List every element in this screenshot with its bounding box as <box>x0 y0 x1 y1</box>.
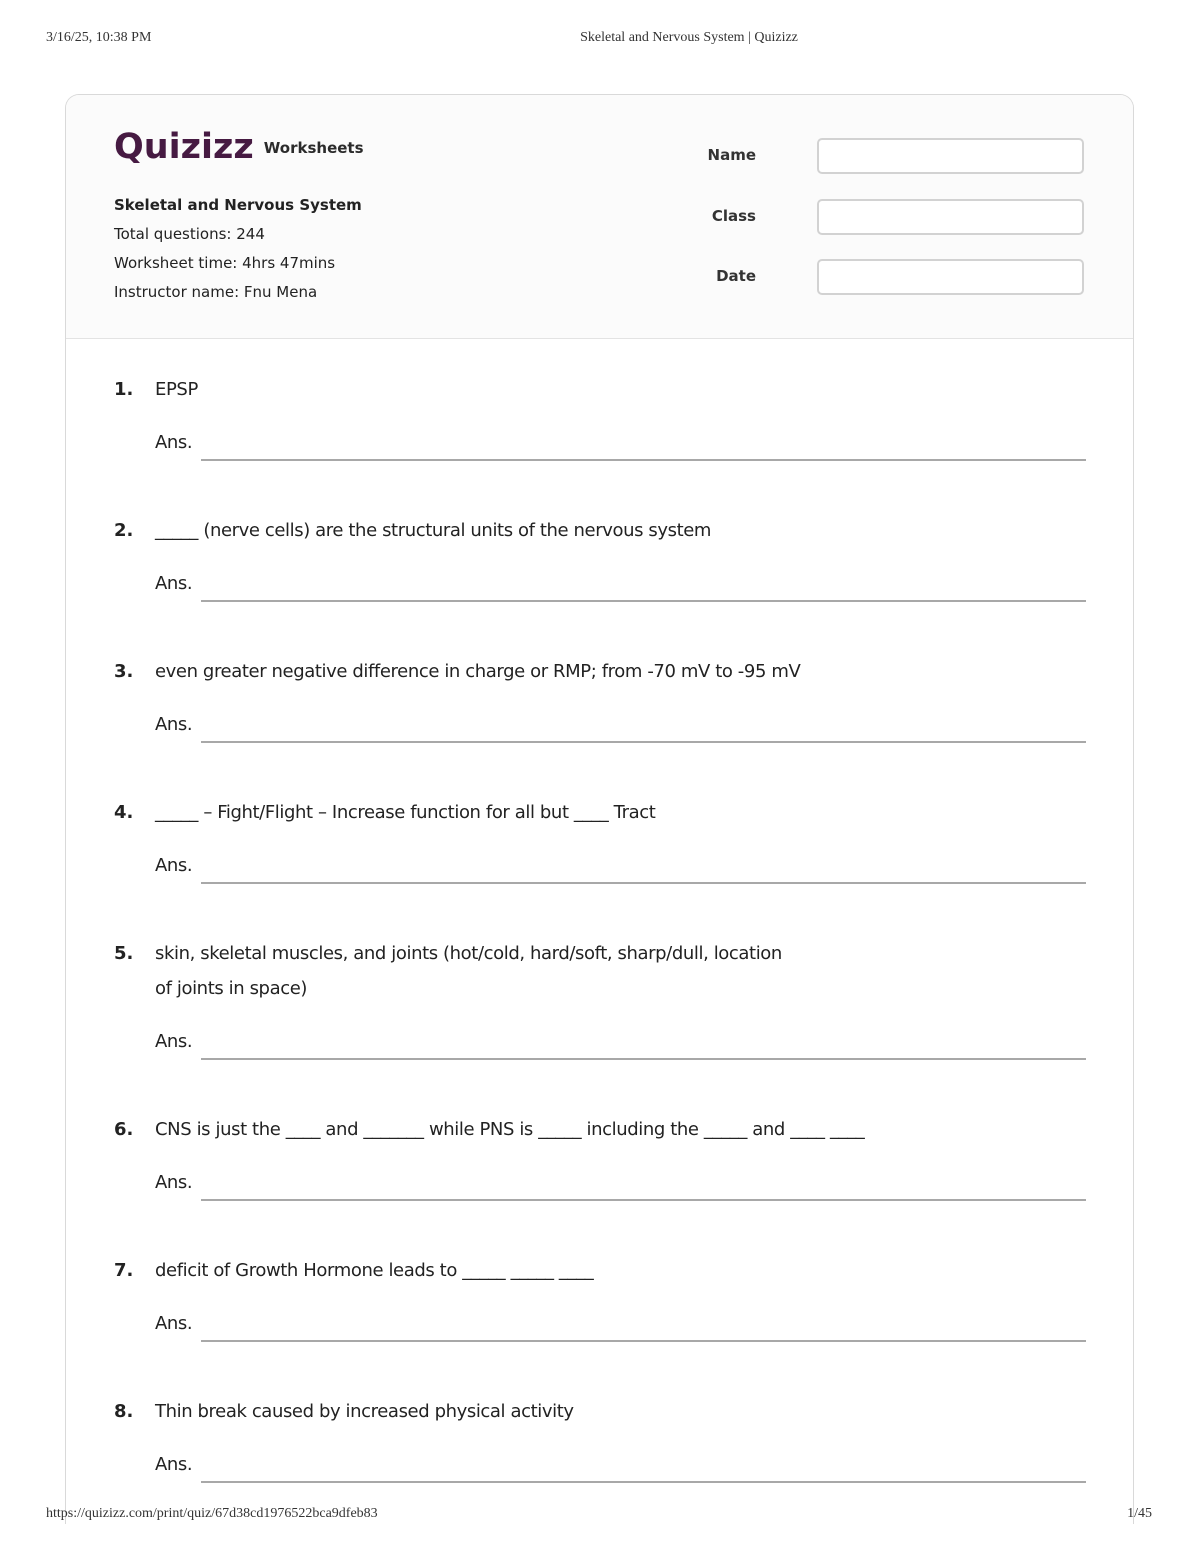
date-field-row <box>716 259 1086 295</box>
name-label: Name <box>707 146 756 164</box>
question-number: 2. <box>114 520 134 541</box>
question-number: 1. <box>114 379 134 400</box>
question-number: 7. <box>114 1260 134 1281</box>
date-label: Date <box>716 267 756 285</box>
question-number: 6. <box>114 1119 134 1140</box>
answer-label: Ans. <box>155 1313 193 1334</box>
answer-line[interactable] <box>201 1340 1086 1342</box>
answer-line[interactable] <box>201 1199 1086 1201</box>
answer-line[interactable] <box>201 1481 1086 1483</box>
worksheet-time: Worksheet time: 4hrs 47mins <box>114 254 336 272</box>
question-text: deficit of Growth Hormone leads to _____ _____ ____ <box>155 1260 594 1281</box>
answer-label: Ans. <box>155 855 193 876</box>
worksheet-title: Skeletal and Nervous System <box>114 196 362 214</box>
answer-line[interactable] <box>201 741 1086 743</box>
answer-row <box>155 1454 1086 1484</box>
name-field-row <box>707 138 1086 174</box>
instructor-name: Instructor name: Fnu Mena <box>114 283 318 301</box>
class-field-row <box>711 199 1086 235</box>
answer-line[interactable] <box>201 882 1086 884</box>
question-text: EPSP <box>155 379 198 400</box>
answer-row <box>155 573 1086 603</box>
answer-row <box>155 432 1086 462</box>
question-text: Thin break caused by increased physical activity <box>155 1401 574 1422</box>
total-questions: Total questions: 244 <box>114 225 265 243</box>
answer-row <box>155 1313 1086 1343</box>
question-number: 3. <box>114 661 134 682</box>
logo-wordmark: Quizizz <box>114 127 254 167</box>
answer-row <box>155 714 1086 744</box>
worksheet-header <box>66 95 1133 339</box>
answer-line[interactable] <box>201 459 1086 461</box>
print-page-title-wrap <box>0 30 1200 46</box>
class-label: Class <box>711 207 756 225</box>
date-field[interactable] <box>817 259 1084 295</box>
worksheet-card <box>65 94 1134 1524</box>
print-footer <box>0 1506 1200 1526</box>
print-url: https://quizizz.com/print/quiz/67d38cd1976522bca9dfeb83 <box>46 1506 378 1521</box>
answer-row <box>155 1172 1086 1202</box>
answer-label: Ans. <box>155 573 193 594</box>
print-header <box>0 30 1200 50</box>
question-text: even greater negative difference in charge or RMP; from -70 mV to -95 mV <box>155 661 801 682</box>
class-field[interactable] <box>817 199 1084 235</box>
worksheet-meta <box>114 191 362 307</box>
answer-label: Ans. <box>155 1454 193 1475</box>
question-number: 8. <box>114 1401 134 1422</box>
logo-section-label: Worksheets <box>263 139 364 157</box>
question-text: CNS is just the ____ and _______ while PNS is _____ including the _____ and ____ ____ <box>155 1119 865 1140</box>
print-page-title: Skeletal and Nervous System | Quizizz <box>580 30 798 45</box>
quizizz-logo <box>114 125 364 167</box>
answer-row <box>155 1031 1086 1061</box>
answer-label: Ans. <box>155 1031 193 1052</box>
question-number: 5. <box>114 943 134 964</box>
question-text: _____ – Fight/Flight – Increase function for all but ____ Tract <box>155 802 656 823</box>
question-number: 4. <box>114 802 134 823</box>
question-text: skin, skeletal muscles, and joints (hot/cold, hard/soft, sharp/dull, location of joints in space) <box>155 943 782 999</box>
answer-row <box>155 855 1086 885</box>
question-text: _____ (nerve cells) are the structural units of the nervous system <box>155 520 712 541</box>
answer-label: Ans. <box>155 1172 193 1193</box>
page-indicator: 1/45 <box>1127 1506 1152 1521</box>
print-datetime: 3/16/25, 10:38 PM <box>46 30 152 45</box>
answer-label: Ans. <box>155 714 193 735</box>
answer-label: Ans. <box>155 432 193 453</box>
answer-line[interactable] <box>201 1058 1086 1060</box>
name-field[interactable] <box>817 138 1084 174</box>
answer-line[interactable] <box>201 600 1086 602</box>
